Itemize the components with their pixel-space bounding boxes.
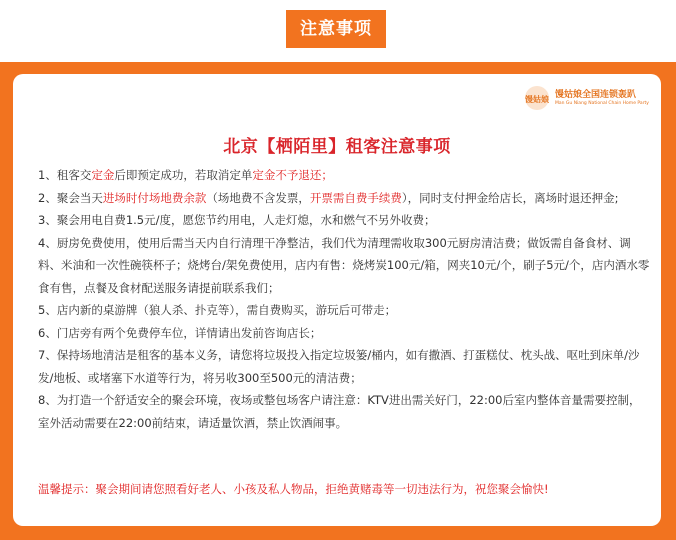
- highlight-text: 开票需自费手续费: [309, 190, 402, 205]
- rule-5: 5、店内新的桌游牌（狼人杀、扑克等），需自费购买，游玩后可带走；: [38, 303, 397, 317]
- rule-3: 3、聚会用电自费1.5元/度，愿您节约用电，人走灯熄，水和燃气不另外收费；: [38, 213, 436, 227]
- rule-6: 6、门店旁有两个免费停车位，详情请出发前咨询店长；: [38, 325, 322, 340]
- rule-7: 7、保持场地清洁是租客的基本义务，请您将垃圾投入指定垃圾篓/桶内，如有撒酒、打蛋糕仗、枕头战、呕吐到床单/沙发/地板、或堵塞下水道等行为，将另收300至500元的清洁费；: [38, 348, 640, 385]
- highlight-text: 定金不予退还；: [252, 168, 333, 182]
- rule-2: 2、聚会当天进场时付场地费余款（场地费不含发票，开票需自费手续费），同时支付押金给店长，离场时退还押金;: [38, 190, 619, 205]
- logo-mark-text: 馒姑娘: [525, 95, 549, 104]
- rule-1: 1、租客交定金后即预定成功，若取消定单定金不予退还；: [38, 168, 333, 182]
- brand-logo: [521, 84, 649, 112]
- notice-card: [13, 74, 661, 526]
- header-title: 注意事项: [286, 10, 386, 48]
- rule-4: 4、厨房免费使用，使用后需当天内自行清理干净整洁，我们代为清理需收取300元厨房清洁费；做饭需自备食材、调料、米油和一次性碗筷杯子；烧烤台/架免费使用，店内有售：烧烤炭100元/箱，网夹10元/个，刷子5元/个，店内酒水零食有售，点餐及食材配送服务请提前联系我们；: [38, 235, 650, 295]
- rules-list: [38, 164, 650, 434]
- rule-8: 8、为打造一个舒适安全的聚会环境，夜场或整包场客户请注意：KTV进出需关好门，22:00后室内整体音量需要控制，室外活动需要在22:00前结束，请适量饮酒，禁止饮酒闹事。: [38, 393, 641, 430]
- notice-title: 北京【栖陌里】租客注意事项: [223, 137, 451, 157]
- bun-logo-icon: [521, 84, 553, 112]
- logo-name-cn: 馒姑娘全国连锁轰趴: [555, 90, 637, 100]
- logo-name-en: Man Gu Niang National Chain Home Party: [555, 101, 649, 106]
- highlight-text: 进场时付场地费余款: [102, 190, 207, 205]
- warm-tip: 温馨提示：聚会期间请您照看好老人、小孩及私人物品，拒绝黄赌毒等一切违法行为，祝您聚会愉快!: [38, 482, 549, 496]
- highlight-text: 定金: [91, 168, 115, 182]
